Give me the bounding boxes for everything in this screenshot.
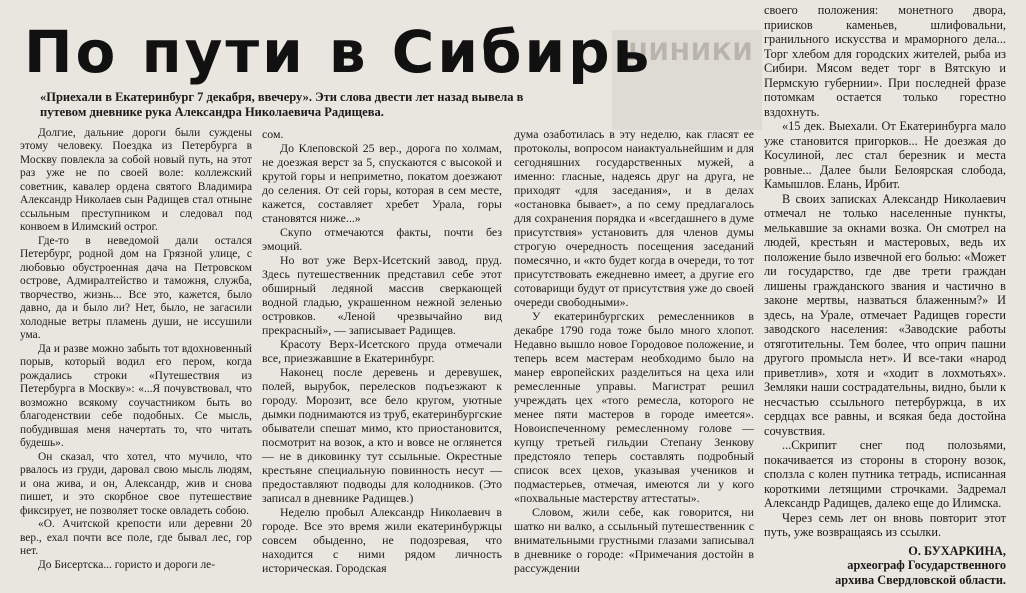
adjacent-article-text: ШИНИКИ	[618, 38, 754, 66]
paragraph: Долгие, дальние дороги были суждены этому человеку. Поездка из Петербурга в Москву повлекла за собой новый путь, на этот раз уже не по своей воле: коллежский советник, кавалер ордена святого Владимира Александр Николаев сын Радищев стал отныне ссыльным преступником и следовал под конвоем в Илимский острог.	[20, 127, 252, 234]
column-3	[514, 127, 754, 575]
paragraph: Но вот уже Верх-Исетский завод, пруд. Здесь путешественник представил себе этот обширный ледяной массив сверкающей водной гладью, украшенном нежной зеленью островков. «Леной чрезвычайно вид прекрасный», — записывает Радищев.	[262, 252, 502, 337]
paragraph: дума озаботилась в эту неделю, как гласят ее протоколы, вопросом наиактуальнейшим и для сегодняшних государственных мужей, а именно: гласные, надеясь друг на друга, не приходят «для заседания», и в делах «остановка бывает», а по сему предлагалось для сохранения порядка и «всегдашнего в думе присутствия» установить для членов думы строгую очередность посещения заседаний помесячно, и «кто будет когда в очереди, то тот присутствовать ежедневно имеет, а другие его сотоварищи будут от присутствия уже до своей очереди свободными».	[514, 127, 754, 309]
author-role-line-1: археограф Государственного	[847, 558, 1006, 572]
paragraph: «15 дек. Выехали. От Екатеринбурга мало уже становится пригорков... Не доезжая до Косулиной, лес стал березник и места ровные... Далее были Белоярская слобода, Камышлов. Елань, Ирбит.	[764, 119, 1006, 191]
paragraph: сом.	[262, 127, 284, 141]
paragraph: До Бисертска... гористо и дороги ле-	[38, 558, 215, 571]
author-name: О. БУХАРКИНА,	[908, 543, 1006, 558]
paragraph: В своих записках Александр Николаевич отмечал не только населенные пункты, мелькавшие за окнами возка. Он смотрел на людей, крестьян и мастеровых, ведь их положение было извечной его болью: «Может ли государство, где две трети граждан лишены гражданского звания и частично в законе мертвы, назваться блаженным?» И здесь, на Урале, отмечает Радищев горести заводского населения: «Заводские работы отяготительны. Тем более, что оприч пашни другого промысла нет». И все-таки «народ приветлив», хотя и «ходит в лохмотьях». Земляки наши сострадательны, видно, были к несчастью ссыльного петербуржца, в их сердцах все равны, и всякая беда достойна сочувствия.	[764, 191, 1006, 438]
paragraph: Он сказал, что хотел, что мучило, что рвалось из груди, даровал свою мысль людям, и она жива, и он, Александр, жив и снова пишет, и это скорбное свое путешествие фиксирует, не позволяет тоске овладеть собою.	[20, 450, 252, 517]
paragraph: У екатеринбургских ремесленников в декабре 1790 года тоже было много хлопот. Недавно вышло новое Городовое положение, и теперь всем мастерам необходимо было на манер европейских разделиться на цеха или ремесленные управы. Магистрат решил учреждать цех «того ремесла, которого не менее пяти мастеров в городе имеется». Новоиспеченному ремесленному голове — купцу третьей гильдии Степану Зенкову предстояло теперь составлять подробный список всех цехов, указывая учеников и подмастерьев, отмечая, имеются ли у кого «похвальные мастерству аттестаты».	[514, 308, 754, 505]
paragraph: До Клеповской 25 вер., дорога по холмам, не доезжая верст за 5, спускаются с высокой и крутой горы и неприметно, покатом доезжают до селения. От сей горы, которая в сем месте, кажется, составляет хребет Урала, горы становятся ниже...»	[262, 140, 502, 225]
article-lead: «Приехали в Екатеринбург 7 декабря, ввечеру». Эти слова двести лет назад вывела в путевом дневнике рука Александра Николаевича Радищева.	[40, 90, 524, 119]
paragraph: Да и разве можно забыть тот вдохновенный порыв, который водил его пером, когда рождались строки «Путешествия из Петербурга в Москву»: «...Я почувствовал, что возможно всякому соучастником быть во благоденствии себе подобных. Се мысль, побудившая меня начертать то, что читать будешь».	[20, 342, 252, 450]
paragraph: своего положения: монетного двора, приисков каменьев, шлифовальни, гранильного искусства и мраморного дела... Торг хлебом для городских жителей, рыба из Сибири. Мясом ведет торг в Вятскую и Пермскую губернии». При последней фразе потомкам остается только горестно вздохнуть.	[764, 3, 1006, 119]
column-1	[20, 127, 252, 572]
paragraph: ...Скрипит снег под полозьями, покачивается из стороны в сторону возок, сползла с колен путника тетрадь, исписанная короткими летящими строчками. Задремал Александр Радищев, далеко еще до Илимска.	[764, 438, 1006, 510]
paragraph: Где-то в неведомой дали остался Петербург, родной дом на Грязной улице, с любовью обустроенная дача на Петровском острове, Адмиралтейство и таможня, служба, творчество, жизнь... Все это, кажется, было давно, да и было ли? Нет, было, не загасили холодные ветры пламень души, не иссушили ума.	[20, 234, 252, 342]
paragraph: Наконец после деревень и деревушек, полей, вырубок, перелесков подъезжают к городу. Морозит, все бело кругом, уютные дымки поднимаются из труб, екатеринбургские обыватели спешат мимо, кто приостановится, посмотрит на возок, а кто и вовсе не оглянется — не в диковинку тут ссыльные. Окрестные крестьяне специальную повинность несут — предоставляют подводы для колодников. (Это записал в дневнике Радищев.)	[262, 364, 502, 505]
author-role-line-2: архива Свердловской области.	[835, 572, 1006, 587]
paragraph: Через семь лет он вновь повторит этот путь, уже возвращаясь из ссылки.	[764, 510, 1006, 539]
article-headline: По пути в Сибирь	[24, 18, 653, 86]
column-2	[262, 127, 502, 575]
column-4	[764, 3, 1006, 587]
paragraph: «О. Ачитской крепости или деревни 20 вер., ехал почти все поле, где бывал лес, гор нет.	[20, 518, 252, 558]
author-signature	[764, 544, 1006, 588]
paragraph: Словом, жили себе, как говорится, ни шатко ни валко, а ссыльный путешественник с внимательными грустными глазами записывал в дневнике о городе: «Примечания достойн в рассуждении	[514, 504, 754, 575]
paragraph: Неделю пробыл Александр Николаевич в городе. Все это время жили екатеринбуржцы совсем обыденно, не подозревая, что находится с ними рядом личность историческая. Городская	[262, 504, 502, 575]
paragraph: Скупо отмечаются факты, почти без эмоций.	[262, 224, 502, 253]
paragraph: Красоту Верх-Исетского пруда отмечали все, приезжавшие в Екатеринбург.	[262, 336, 502, 365]
